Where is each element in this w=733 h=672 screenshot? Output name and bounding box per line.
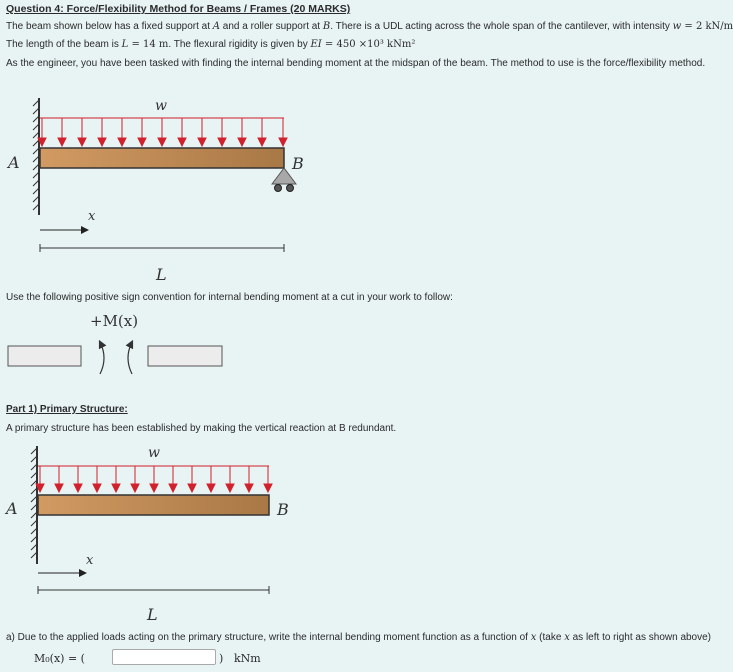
length-dimension	[38, 586, 269, 594]
question-a-text	[6, 632, 711, 643]
x-label: x	[88, 209, 96, 224]
problem-line-3: As the engineer, you have been tasked with finding the internal bending moment at the midspan of the beam. The method to use is the force/flexibility method.	[6, 58, 706, 69]
qa-text-c: as left to right as shown above)	[569, 632, 712, 643]
support-label-A: A	[8, 153, 20, 172]
beam	[40, 148, 284, 168]
answer-label: M₀(x) = (	[34, 652, 85, 665]
math-B: B	[322, 21, 331, 32]
line1-text-a: The beam shown below has a fixed support at	[6, 21, 213, 32]
moment-arrow-left	[100, 342, 104, 374]
question-title: Question 4: Force/Flexibility Method for Beams / Frames (20 MARKS)	[6, 3, 351, 15]
beam-figure-2	[0, 440, 320, 624]
part1-description: A primary structure has been established by making the vertical reaction at B redundant.	[6, 423, 397, 434]
qa-text-b: (take	[536, 632, 565, 643]
support-label-A: A	[6, 499, 18, 518]
beam	[38, 495, 269, 515]
qa-text-a: a) Due to the applied loads acting on the primary structure, write the internal bending moment function as a function of	[6, 632, 531, 643]
moment-function-input[interactable]	[112, 649, 216, 665]
math-w-value: = 2 kN/m	[681, 21, 733, 32]
math-x-2: x	[564, 632, 570, 643]
math-EI-value: = 450 ×10³ kNm²	[321, 39, 416, 50]
problem-line-2	[6, 39, 415, 50]
answer-unit: kNm	[234, 652, 261, 665]
sign-convention-diagram	[0, 308, 240, 378]
math-x: x	[530, 632, 537, 643]
moment-label: +M(x)	[90, 312, 139, 330]
length-label-L: L	[156, 265, 167, 284]
length-label-L: L	[147, 605, 158, 624]
udl-load	[36, 466, 272, 492]
math-L: L	[121, 39, 129, 50]
load-label-w: w	[148, 445, 160, 461]
line1-text-b: and a roller support at	[220, 21, 323, 32]
problem-line-1	[6, 21, 733, 32]
right-segment	[148, 346, 222, 366]
support-label-B: B	[292, 154, 304, 173]
beam-figure-1	[0, 90, 320, 285]
part1-title: Part 1) Primary Structure:	[6, 404, 128, 415]
line1-text-c: . There is a UDL acting across the whole span of the cantilever, with intensity	[330, 21, 673, 32]
support-label-B: B	[277, 500, 289, 519]
math-w: w	[672, 21, 682, 32]
sign-convention-text: Use the following positive sign convention for internal bending moment at a cut in your work to follow:	[6, 292, 453, 303]
line2-text-a: The length of the beam is	[6, 39, 122, 50]
x-label: x	[86, 553, 94, 568]
load-label-w: w	[155, 98, 167, 114]
math-L-value: = 14 m	[128, 39, 169, 50]
math-EI: EI	[310, 39, 322, 50]
answer-close-paren: )	[219, 652, 224, 665]
line2-text-b: . The flexural rigidity is given by	[168, 39, 311, 50]
left-segment	[8, 346, 81, 366]
fixed-support-wall	[31, 446, 37, 564]
fixed-support-wall	[33, 98, 39, 215]
udl-load	[38, 118, 287, 146]
moment-arrow-right	[128, 342, 132, 374]
math-A: A	[212, 21, 221, 32]
length-dimension	[40, 244, 284, 252]
